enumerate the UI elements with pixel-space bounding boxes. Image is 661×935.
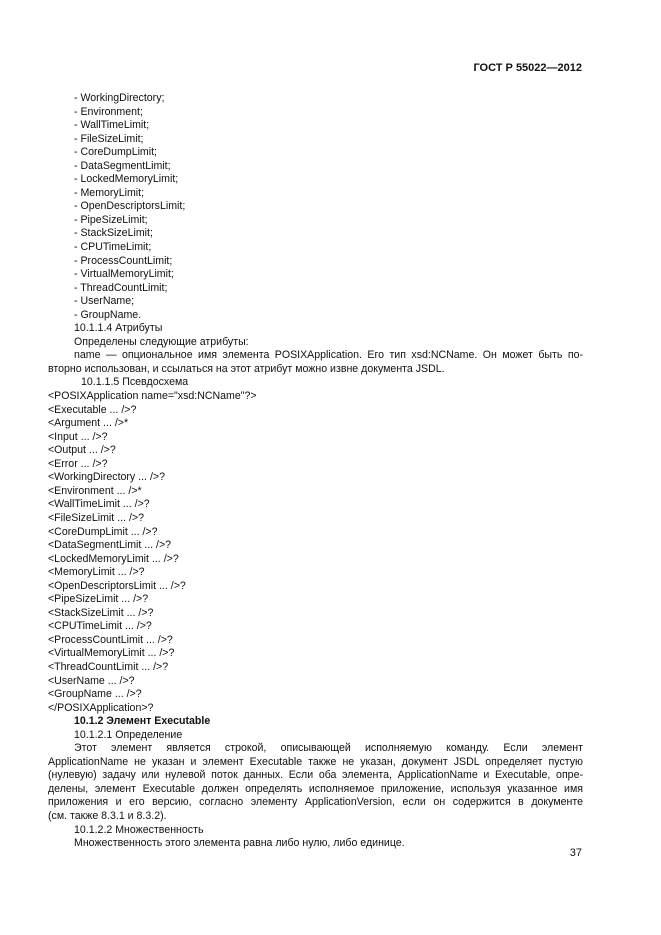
list-item: - MemoryLimit; bbox=[74, 186, 145, 199]
list-item: - OpenDescriptorsLimit; bbox=[74, 200, 186, 213]
list-item: - ProcessCountLimit; bbox=[74, 254, 173, 267]
code-line: <Argument ... />* bbox=[48, 417, 129, 430]
code-line: <Input ... />? bbox=[48, 430, 108, 443]
code-line: <CoreDumpLimit ... />? bbox=[48, 525, 158, 538]
code-line: <FileSizeLimit ... />? bbox=[48, 511, 144, 524]
code-line: <Output ... />? bbox=[48, 444, 116, 457]
list-item: - CoreDumpLimit; bbox=[74, 146, 158, 159]
pseudo-schema-heading: 10.1.1.5 Псевдосхема bbox=[81, 376, 189, 389]
code-line: <ProcessCountLimit ... />? bbox=[48, 633, 173, 646]
code-line: <VirtualMemoryLimit ... />? bbox=[48, 647, 175, 660]
code-line: <Executable ... />? bbox=[48, 403, 137, 416]
list-item: - WorkingDirectory; bbox=[74, 92, 165, 104]
paragraph-line: приложения и его версию, согласно элементу ApplicationVersion, если он содержится в документе bbox=[48, 796, 583, 809]
code-line: <GroupName ... />? bbox=[48, 688, 142, 701]
code-line: <Environment ... />* bbox=[48, 484, 142, 497]
paragraph-line: (нулевую) задачу или нулевой поток данных. Если оба элемента, ApplicationName и Executable, опре- bbox=[48, 769, 583, 782]
code-line: </POSIXApplication>? bbox=[48, 701, 154, 714]
list-item: - StackSizeLimit; bbox=[74, 227, 153, 240]
list-item: - FileSizeLimit; bbox=[74, 132, 144, 145]
paragraph-line: (см. также 8.3.1 и 8.3.2). bbox=[48, 809, 167, 822]
code-line: <ThreadCountLimit ... />? bbox=[48, 660, 169, 673]
list-item: - WallTimeLimit; bbox=[74, 119, 150, 132]
code-line: <WorkingDirectory ... />? bbox=[48, 471, 165, 484]
code-line: <CPUTimeLimit ... />? bbox=[48, 620, 152, 633]
list-item: - ThreadCountLimit; bbox=[74, 281, 168, 294]
code-line: <DataSegmentLimit ... />? bbox=[48, 539, 172, 552]
list-item: - PipeSizeLimit; bbox=[74, 213, 148, 226]
definition-heading: 10.1.2.1 Определение bbox=[74, 728, 183, 741]
section-heading: 10.1.2 Элемент Executable bbox=[74, 715, 211, 728]
list-item: - LockedMemoryLimit; bbox=[74, 173, 179, 186]
list-item: - Environment; bbox=[74, 105, 143, 118]
paragraph-line: Этот элемент является строкой, описывающей исполняемую команду. Если элемент bbox=[74, 742, 583, 755]
page-content bbox=[48, 92, 583, 851]
list-item: - VirtualMemoryLimit; bbox=[74, 268, 174, 281]
page-number: 37 bbox=[569, 847, 582, 859]
document-header: ГОСТ Р 55022—2012 bbox=[473, 62, 582, 74]
code-line: <PipeSizeLimit ... />? bbox=[48, 593, 149, 606]
paragraph-line: вторно использован, и ссылаться на этот атрибут можно извне документа JSDL. bbox=[48, 362, 445, 375]
list-item: - GroupName. bbox=[74, 308, 142, 321]
list-item: - DataSegmentLimit; bbox=[74, 159, 171, 172]
attributes-intro: Определены следующие атрибуты: bbox=[74, 335, 249, 348]
multiplicity-heading: 10.1.2.2 Множественность bbox=[74, 823, 204, 836]
paragraph-line: name — опциональное имя элемента POSIXApplication. Его тип xsd:NCName. Он может быть по- bbox=[74, 349, 583, 362]
attributes-heading: 10.1.1.4 Атрибуты bbox=[74, 322, 163, 335]
multiplicity-text: Множественность этого элемента равна либо нулю, либо единице. bbox=[74, 837, 405, 850]
element-list bbox=[48, 92, 583, 322]
code-line: <MemoryLimit ... />? bbox=[48, 566, 145, 579]
list-item: - UserName; bbox=[74, 295, 135, 308]
definition-paragraph bbox=[48, 742, 583, 823]
name-attribute-paragraph bbox=[48, 349, 583, 376]
code-line: <Error ... />? bbox=[48, 457, 108, 470]
list-item: - CPUTimeLimit; bbox=[74, 241, 152, 254]
code-line: <UserName ... />? bbox=[48, 674, 135, 687]
code-line: <POSIXApplication name="xsd:NCName"?> bbox=[48, 390, 257, 403]
paragraph-line: ApplicationName не указан и элемент Executable также не указан, документ JSDL определяет пустую bbox=[48, 755, 583, 768]
pseudo-schema-code bbox=[48, 390, 583, 715]
code-line: <LockedMemoryLimit ... />? bbox=[48, 552, 179, 565]
paragraph-line: делены, элемент Executable должен определять исполняемое приложение, используя указанное имя bbox=[48, 782, 583, 795]
code-line: <WallTimeLimit ... />? bbox=[48, 498, 150, 511]
code-line: <StackSizeLimit ... />? bbox=[48, 606, 154, 619]
code-line: <OpenDescriptorsLimit ... />? bbox=[48, 579, 186, 592]
